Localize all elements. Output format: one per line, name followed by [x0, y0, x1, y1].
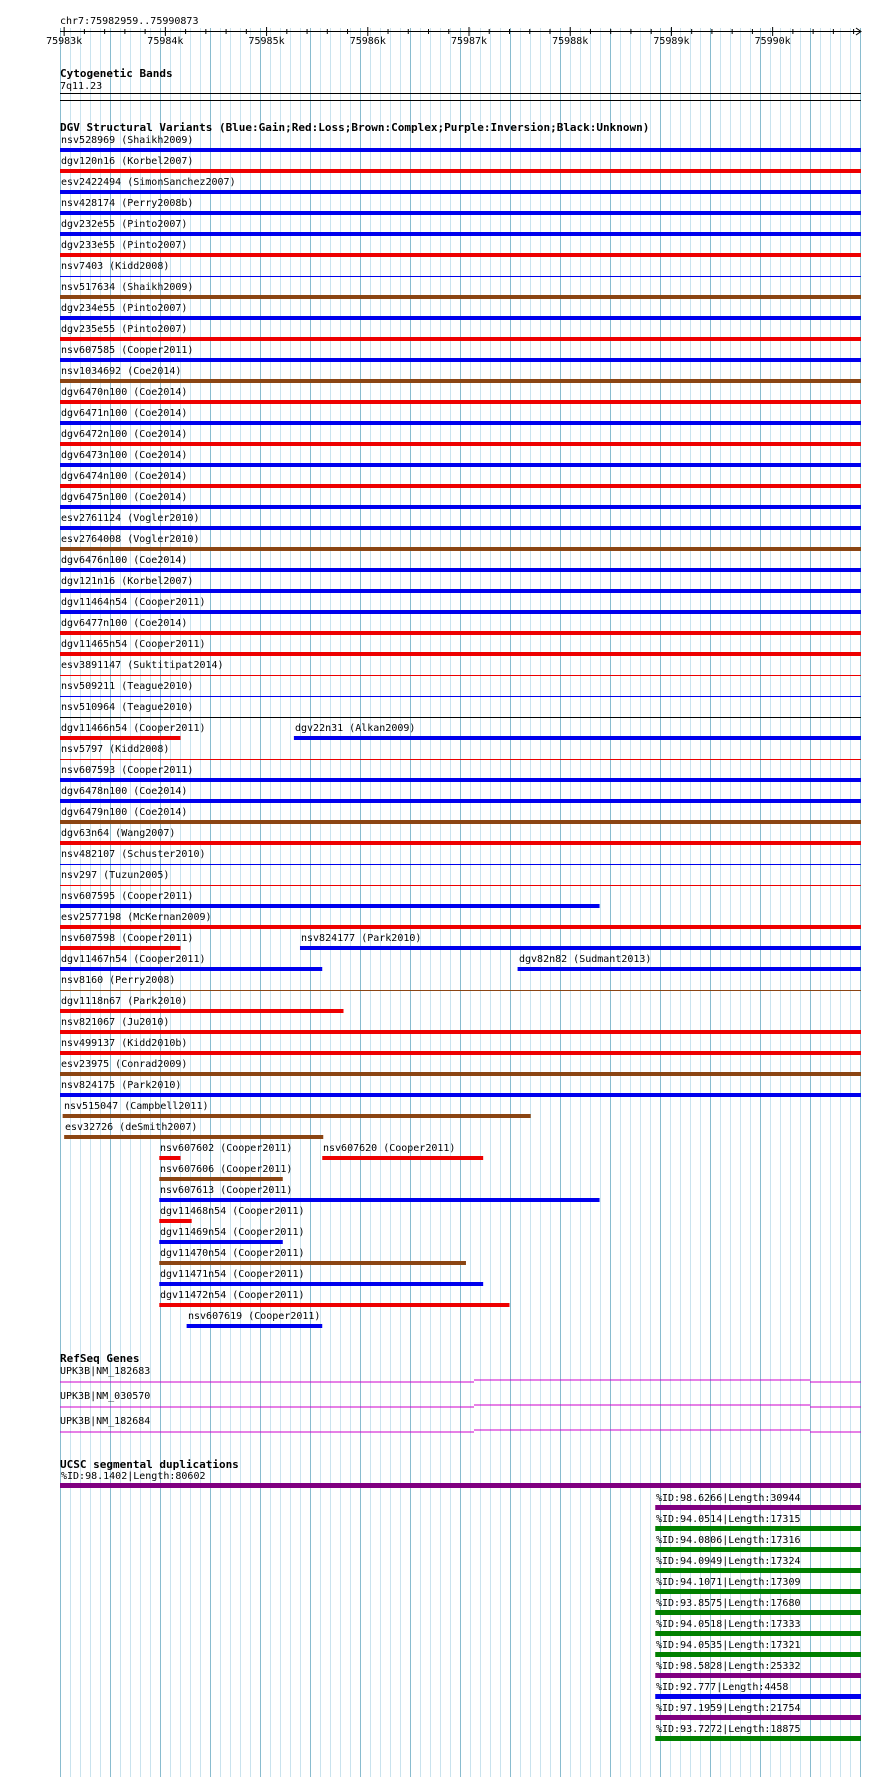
- variant-bar[interactable]: [64, 1135, 323, 1139]
- variant-bar[interactable]: [60, 696, 861, 697]
- variant-bar[interactable]: [518, 967, 861, 971]
- variant-bar[interactable]: [60, 967, 322, 971]
- variant-bar[interactable]: [60, 276, 861, 277]
- variant-bar[interactable]: [60, 946, 181, 950]
- variant-bar[interactable]: [60, 379, 861, 383]
- variant-bar[interactable]: [60, 316, 861, 320]
- variant-label: esv2761124 (Vogler2010): [61, 513, 200, 524]
- segdup-label: %ID:94.0514|Length:17315: [656, 1514, 801, 1525]
- variant-bar[interactable]: [60, 400, 861, 404]
- segdup-label: %ID:98.1402|Length:80602: [61, 1471, 206, 1482]
- variant-label: dgv11467n54 (Cooper2011): [61, 954, 206, 965]
- ruler-tick-label: 75988k: [552, 36, 589, 47]
- variant-bar[interactable]: [60, 358, 861, 362]
- segdup-label: %ID:94.0518|Length:17333: [656, 1619, 801, 1630]
- variant-bar[interactable]: [294, 736, 861, 740]
- variant-label: nsv7403 (Kidd2008): [61, 261, 170, 272]
- variant-bar[interactable]: [60, 717, 861, 718]
- variant-bar[interactable]: [60, 190, 861, 194]
- variant-label: dgv6479n100 (Coe2014): [61, 807, 188, 818]
- segdup-bar[interactable]: [655, 1715, 861, 1720]
- ruler-tick-label: 75984k: [147, 36, 184, 47]
- variant-bar[interactable]: [159, 1156, 180, 1160]
- variant-bar[interactable]: [60, 484, 861, 488]
- dgv-track-title: DGV Structural Variants (Blue:Gain;Red:Loss;Brown:Complex;Purple:Inversion;Black:Unknown): [60, 121, 650, 134]
- variant-label: dgv6474n100 (Coe2014): [61, 471, 188, 482]
- variant-label: nsv297 (Tuzun2005): [61, 870, 170, 881]
- variant-label: dgv11471n54 (Cooper2011): [160, 1269, 305, 1280]
- variant-label: dgv233e55 (Pinto2007): [61, 240, 188, 251]
- variant-label: dgv235e55 (Pinto2007): [61, 324, 188, 335]
- variant-bar[interactable]: [300, 946, 861, 950]
- variant-label: nsv607606 (Cooper2011): [160, 1164, 293, 1175]
- variant-label: esv2764008 (Vogler2010): [61, 534, 200, 545]
- variant-bar[interactable]: [159, 1303, 509, 1307]
- variant-label: esv32726 (deSmith2007): [65, 1122, 198, 1133]
- ruler-tick-label: 75990k: [754, 36, 791, 47]
- variant-label: nsv5797 (Kidd2008): [61, 744, 170, 755]
- variant-label: nsv607619 (Cooper2011): [188, 1311, 321, 1322]
- ruler-tick-label: 75986k: [349, 36, 386, 47]
- variant-bar[interactable]: [60, 631, 861, 635]
- variant-bar[interactable]: [60, 148, 861, 152]
- variant-bar[interactable]: [60, 885, 861, 886]
- variant-bar[interactable]: [60, 1072, 861, 1076]
- variant-label: dgv63n64 (Wang2007): [61, 828, 176, 839]
- variant-label: dgv120n16 (Korbel2007): [61, 156, 194, 167]
- variant-label: nsv607598 (Cooper2011): [61, 933, 194, 944]
- variant-bar[interactable]: [60, 253, 861, 257]
- variant-label: dgv11464n54 (Cooper2011): [61, 597, 206, 608]
- segdup-label: %ID:94.0806|Length:17316: [656, 1535, 801, 1546]
- cyto-track-title: Cytogenetic Bands: [60, 67, 173, 80]
- segdup-bar[interactable]: [60, 1483, 861, 1488]
- variant-bar[interactable]: [60, 463, 861, 467]
- segdup-bar[interactable]: [655, 1631, 861, 1636]
- variant-bar[interactable]: [60, 990, 861, 991]
- variant-label: nsv607595 (Cooper2011): [61, 891, 194, 902]
- variant-label: dgv6473n100 (Coe2014): [61, 450, 188, 461]
- variant-label: nsv515047 (Campbell2011): [64, 1101, 209, 1112]
- variant-label: dgv11468n54 (Cooper2011): [160, 1206, 305, 1217]
- variant-bar[interactable]: [60, 841, 861, 845]
- variant-label: esv3891147 (Suktitipat2014): [61, 660, 224, 671]
- variant-bar[interactable]: [60, 799, 861, 803]
- variant-label: nsv607613 (Cooper2011): [160, 1185, 293, 1196]
- variant-label: dgv11472n54 (Cooper2011): [160, 1290, 305, 1301]
- variant-bar[interactable]: [159, 1282, 483, 1286]
- variant-bar[interactable]: [60, 925, 861, 929]
- variant-bar[interactable]: [60, 610, 861, 614]
- variant-bar[interactable]: [60, 526, 861, 530]
- segdup-bar[interactable]: [655, 1526, 861, 1531]
- variant-label: nsv607602 (Cooper2011): [160, 1143, 293, 1154]
- variant-label: dgv232e55 (Pinto2007): [61, 219, 188, 230]
- variant-label: dgv6476n100 (Coe2014): [61, 555, 188, 566]
- variant-label: nsv824175 (Park2010): [61, 1080, 182, 1091]
- variant-bar[interactable]: [60, 864, 861, 865]
- variant-bar[interactable]: [60, 675, 861, 676]
- variant-label: dgv121n16 (Korbel2007): [61, 576, 194, 587]
- gene-label: UPK3B|NM_182684: [60, 1416, 151, 1427]
- variant-bar[interactable]: [60, 652, 861, 656]
- segdup-bar[interactable]: [655, 1568, 861, 1573]
- variant-bar[interactable]: [60, 589, 861, 593]
- variant-label: dgv11470n54 (Cooper2011): [160, 1248, 305, 1259]
- segdup-label: %ID:93.7272|Length:18875: [656, 1724, 801, 1735]
- segdup-bar[interactable]: [655, 1505, 861, 1510]
- variant-label: nsv499137 (Kidd2010b): [61, 1038, 188, 1049]
- variant-label: nsv607593 (Cooper2011): [61, 765, 194, 776]
- variant-label: nsv607620 (Cooper2011): [323, 1143, 456, 1154]
- variant-bar[interactable]: [159, 1177, 282, 1181]
- variant-bar[interactable]: [159, 1261, 466, 1265]
- variant-label: nsv824177 (Park2010): [301, 933, 422, 944]
- segdup-label: %ID:94.0535|Length:17321: [656, 1640, 801, 1651]
- segdup-label: %ID:98.6266|Length:30944: [656, 1493, 801, 1504]
- variant-label: dgv6472n100 (Coe2014): [61, 429, 188, 440]
- region-label: chr7:75982959..75990873: [60, 16, 199, 27]
- variant-bar[interactable]: [60, 568, 861, 572]
- cyto-band-label: 7q11.23: [60, 81, 103, 92]
- variant-bar[interactable]: [60, 295, 861, 299]
- ruler-tick-label: 75983k: [46, 36, 83, 47]
- variant-label: esv2422494 (SimonSanchez2007): [61, 177, 236, 188]
- variant-label: dgv11465n54 (Cooper2011): [61, 639, 206, 650]
- variant-bar[interactable]: [60, 759, 861, 760]
- variant-label: nsv482107 (Schuster2010): [61, 849, 206, 860]
- segdup-bar[interactable]: [655, 1673, 861, 1678]
- variant-label: dgv234e55 (Pinto2007): [61, 303, 188, 314]
- variant-bar[interactable]: [60, 232, 861, 236]
- variant-bar[interactable]: [60, 505, 861, 509]
- variant-bar[interactable]: [60, 820, 861, 824]
- variant-label: dgv6477n100 (Coe2014): [61, 618, 188, 629]
- segdup-bar[interactable]: [655, 1694, 861, 1699]
- variant-label: nsv821067 (Ju2010): [61, 1017, 170, 1028]
- variant-label: nsv509211 (Teague2010): [61, 681, 194, 692]
- variant-label: nsv1034692 (Coe2014): [61, 366, 182, 377]
- variant-bar[interactable]: [60, 736, 181, 740]
- variant-label: nsv607585 (Cooper2011): [61, 345, 194, 356]
- variant-label: dgv6470n100 (Coe2014): [61, 387, 188, 398]
- segdup-bar[interactable]: [655, 1589, 861, 1594]
- variant-bar[interactable]: [322, 1156, 483, 1160]
- gene-label: UPK3B|NM_182683: [60, 1366, 151, 1377]
- variant-label: dgv11469n54 (Cooper2011): [160, 1227, 305, 1238]
- variant-label: dgv11466n54 (Cooper2011): [61, 723, 206, 734]
- refseq-track-title: RefSeq Genes: [60, 1352, 140, 1365]
- variant-label: dgv6471n100 (Coe2014): [61, 408, 188, 419]
- ruler-tick-label: 75987k: [450, 36, 488, 47]
- variant-bar[interactable]: [60, 442, 861, 446]
- variant-bar[interactable]: [159, 1240, 282, 1244]
- segdup-label: %ID:92.777|Length:4458: [656, 1682, 789, 1693]
- variant-bar[interactable]: [60, 421, 861, 425]
- segdup-bar[interactable]: [655, 1610, 861, 1615]
- variant-bar[interactable]: [60, 904, 600, 908]
- variant-bar[interactable]: [60, 337, 861, 341]
- variant-bar[interactable]: [60, 1009, 343, 1013]
- variant-bar[interactable]: [60, 778, 861, 782]
- segdup-bar[interactable]: [655, 1736, 861, 1741]
- variant-bar[interactable]: [63, 1114, 531, 1118]
- segdup-label: %ID:94.1071|Length:17309: [656, 1577, 801, 1588]
- gene-label: UPK3B|NM_030570: [60, 1391, 151, 1402]
- variant-label: dgv6475n100 (Coe2014): [61, 492, 188, 503]
- ruler-tick-label: 75989k: [653, 36, 690, 47]
- segdup-label: %ID:94.0949|Length:17324: [656, 1556, 801, 1567]
- variant-label: nsv528969 (Shaikh2009): [61, 135, 194, 146]
- variant-label: dgv22n31 (Alkan2009): [295, 723, 416, 734]
- segdup-bar[interactable]: [655, 1547, 861, 1552]
- ruler-tick-label: 75985k: [248, 36, 285, 47]
- variant-bar[interactable]: [60, 169, 861, 173]
- variant-label: dgv82n82 (Sudmant2013): [519, 954, 652, 965]
- variant-label: nsv517634 (Shaikh2009): [61, 282, 194, 293]
- variant-bar[interactable]: [159, 1198, 599, 1202]
- variant-label: nsv8160 (Perry2008): [61, 975, 176, 986]
- segdup-label: %ID:98.5828|Length:25332: [656, 1661, 801, 1672]
- variant-bar[interactable]: [60, 1093, 861, 1097]
- segdup-track-title: UCSC segmental duplications: [60, 1458, 239, 1471]
- variant-label: nsv428174 (Perry2008b): [61, 198, 194, 209]
- variant-bar[interactable]: [60, 547, 861, 551]
- segdup-label: %ID:97.1959|Length:21754: [656, 1703, 801, 1714]
- variant-bar[interactable]: [60, 1051, 861, 1055]
- variant-bar[interactable]: [60, 211, 861, 215]
- variant-label: nsv510964 (Teague2010): [61, 702, 194, 713]
- variant-bar[interactable]: [187, 1324, 323, 1328]
- variant-label: dgv1118n67 (Park2010): [61, 996, 188, 1007]
- segdup-bar[interactable]: [655, 1652, 861, 1657]
- variant-label: dgv6478n100 (Coe2014): [61, 786, 188, 797]
- variant-label: esv23975 (Conrad2009): [61, 1059, 188, 1070]
- variant-bar[interactable]: [60, 1030, 861, 1034]
- variant-label: esv2577198 (McKernan2009): [61, 912, 212, 923]
- variant-bar[interactable]: [159, 1219, 191, 1223]
- segdup-label: %ID:93.8575|Length:17680: [656, 1598, 801, 1609]
